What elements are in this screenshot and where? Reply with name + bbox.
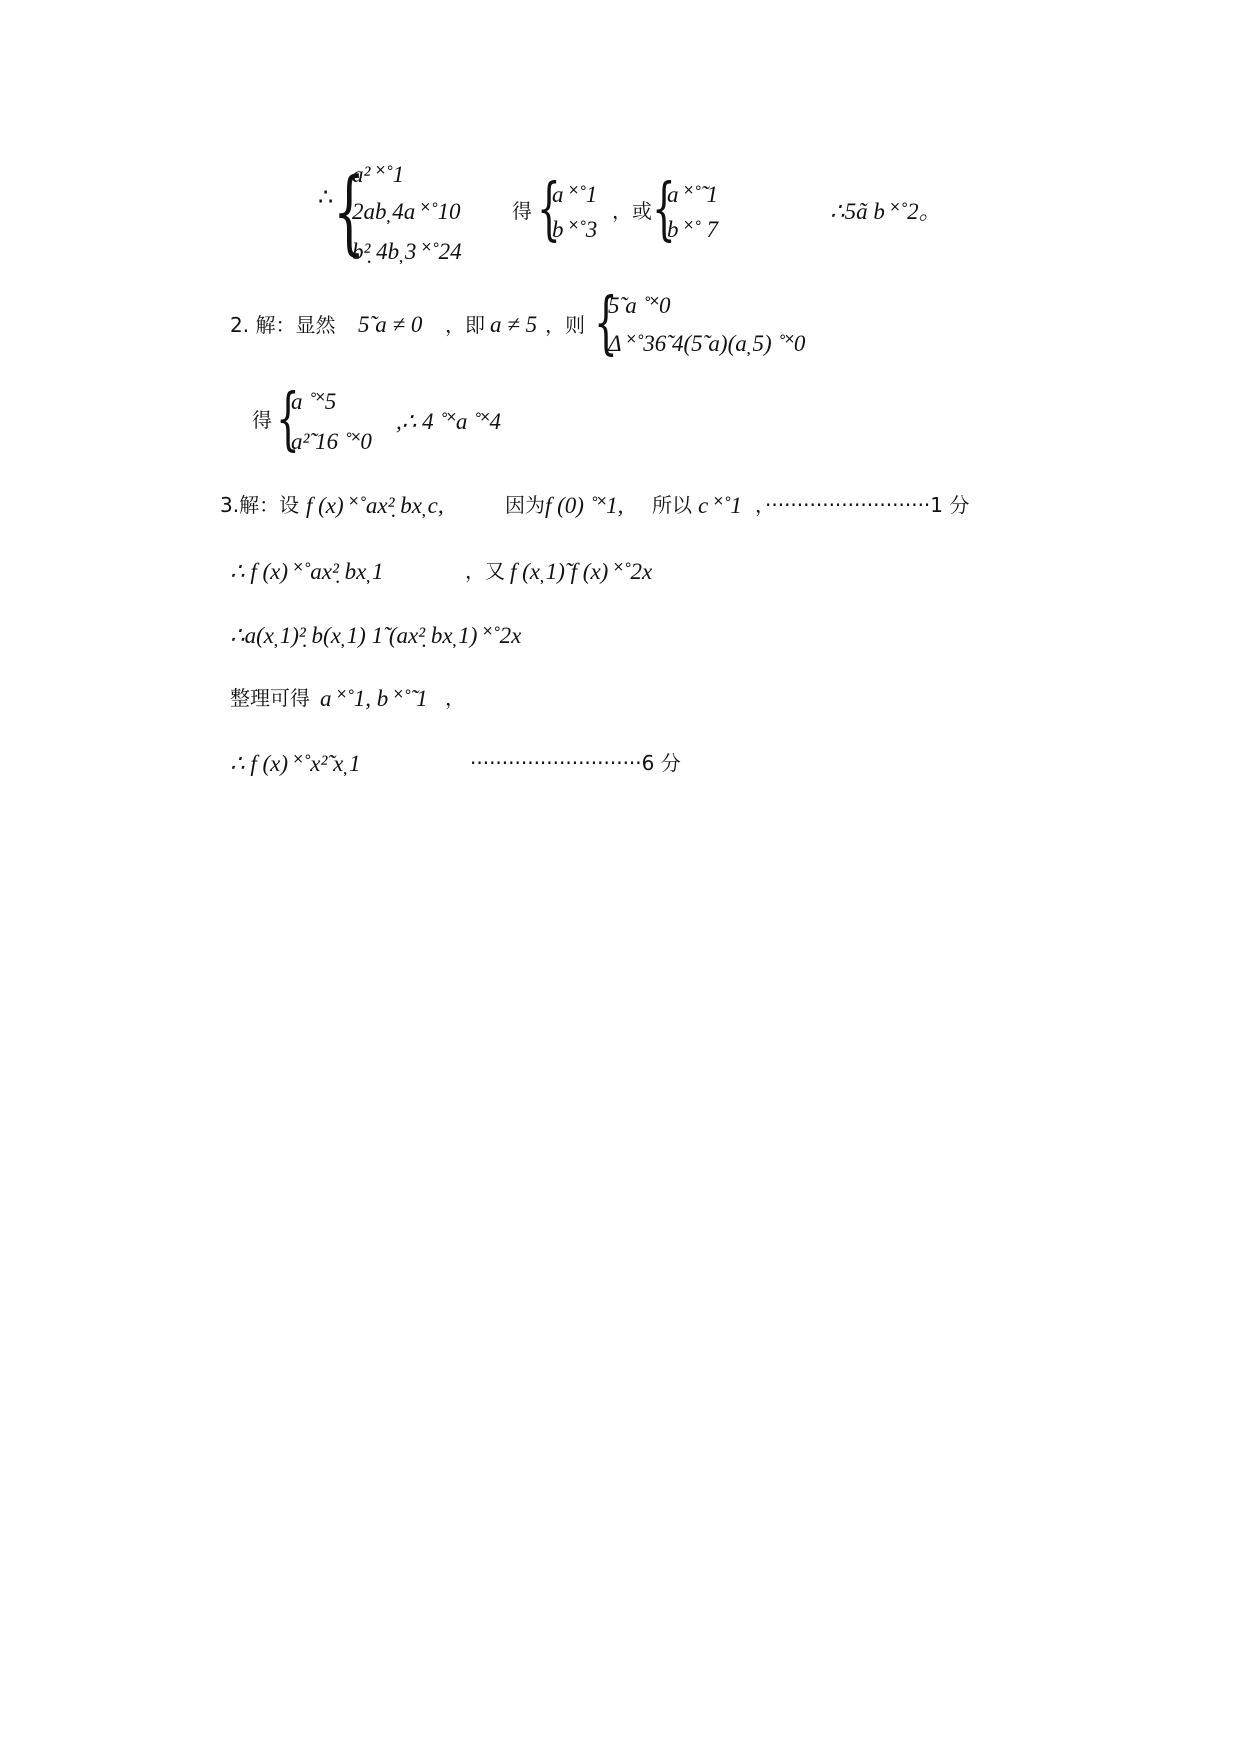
line1-expr2: f (0) ˚˟1,	[545, 493, 624, 518]
expr-a-neq-5: a ≠ 5	[490, 312, 538, 337]
problem-2-label: 2. 解：显然	[230, 313, 336, 337]
line2-expr2: f (x̦ 1)̃ f (x) ˟˚2x	[510, 559, 653, 584]
ji-text: ，即	[445, 313, 485, 337]
left-brace-1: {	[333, 158, 366, 265]
system2-line1: a ˟˚1	[552, 182, 598, 207]
system2-line2: b ˟˚3	[552, 217, 598, 242]
de-text-2: 得	[252, 408, 272, 432]
left-brace-3: {	[652, 170, 676, 249]
result-1: ∴5ã b ˟˚2。	[830, 199, 942, 224]
de-text: 得	[512, 199, 532, 223]
system1-line3: b²̣ 4b̦ 3 ˟˚24	[352, 239, 462, 264]
line4-tail: ，	[445, 686, 465, 710]
expr-5-minus-a: 5̃ a ≠ 0	[358, 312, 423, 337]
line1-expr: f (x) ˟˚ax²̣ bx̦ c,	[306, 493, 444, 518]
huo-text: ，或	[612, 199, 652, 223]
problem-3-label: 3.解：设	[220, 493, 300, 517]
line4-expr: a ˟˚1, b ˟˚̃ 1	[320, 686, 428, 711]
system5-line1: a ˚˟5	[291, 389, 337, 414]
line1-because: 因为	[505, 493, 545, 517]
line5-score: ···························6 分	[470, 751, 681, 775]
line3-expr: ∴a(x̦ 1)²̣ b(x̦ 1) 1̃ (ax²̣ bx̦ 1) ˟˚2x	[230, 623, 522, 648]
system4-line2: Δ ˟˚36̃ 4(5̃ a)(a̦ 5) ˚˟0	[608, 331, 806, 356]
system1-line2: 2ab̦ 4a ˟˚10	[352, 199, 461, 224]
system5-line2: a²̃ 16 ˚˟0	[291, 429, 372, 454]
left-brace-4: {	[594, 284, 618, 363]
ze-text: ，则	[545, 313, 585, 337]
system3-line1: a ˟˚̃ 1	[667, 182, 718, 207]
line4-zhengli: 整理可得	[230, 686, 310, 710]
left-brace-5: {	[276, 380, 300, 459]
line2-expr: ∴ f (x) ˟˚ax²̣ bx̦ 1	[230, 559, 384, 584]
line1-expr3: c ˟˚1	[698, 493, 742, 518]
result-2: ,∴ 4 ˚˟a ˚˟4	[396, 409, 502, 434]
line2-you: ，又	[465, 559, 505, 583]
therefore-symbol: ∴	[318, 185, 334, 211]
line1-so: 所以	[652, 493, 692, 517]
system4-line1: 5̃ a ˚˟0	[608, 293, 671, 318]
line1-score: ，··························1 分	[755, 493, 970, 517]
system3-line2: b ˟˚ 7	[667, 217, 718, 242]
left-brace-2: {	[537, 170, 561, 249]
system1-line1: a² ˟˚1	[352, 162, 405, 187]
line5-expr: ∴ f (x) ˟˚x²̃ x̦ 1	[230, 751, 361, 776]
